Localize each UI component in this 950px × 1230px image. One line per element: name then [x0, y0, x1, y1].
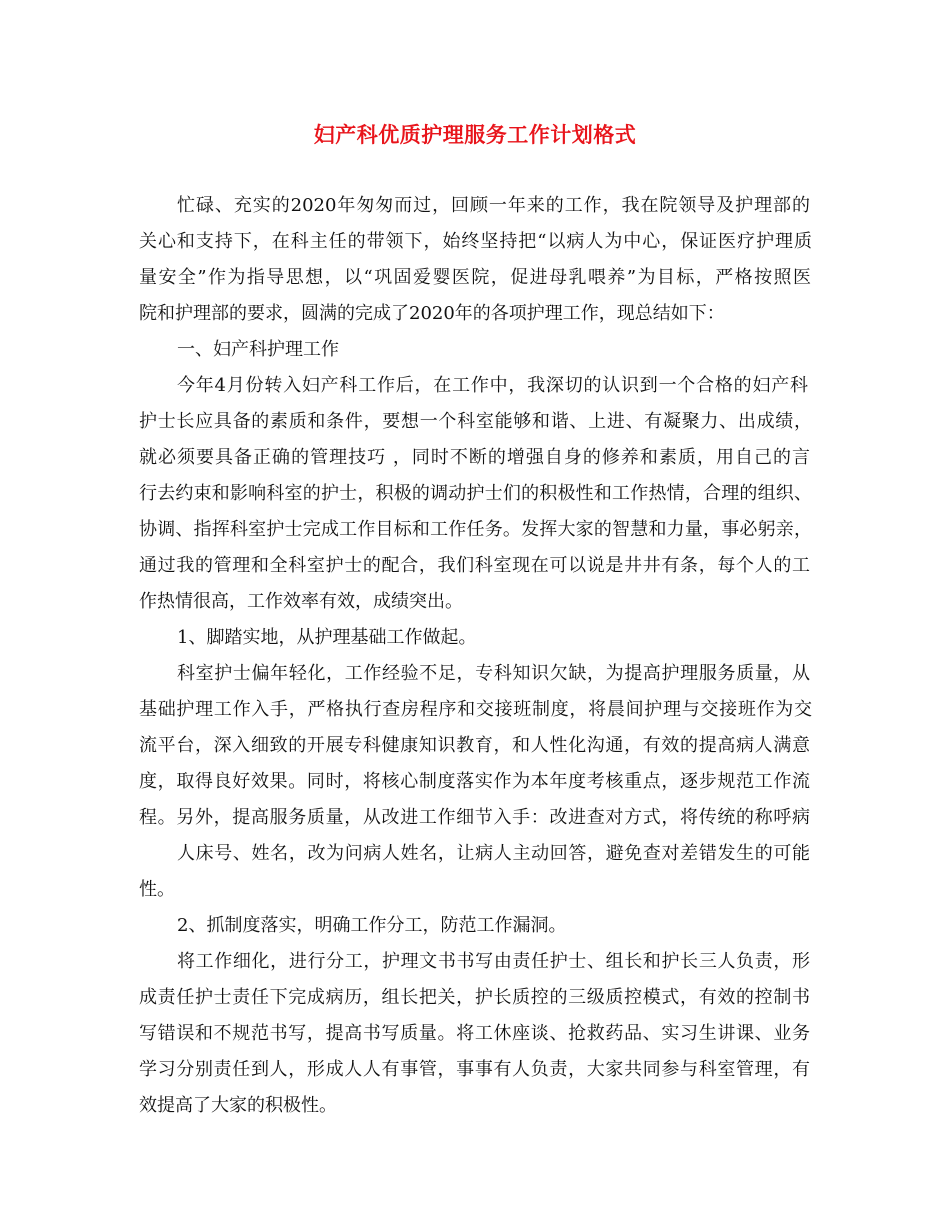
body-line: 将工作细化，进行分工，护理文书书写由责任护士、组长和护长三人负责，形	[177, 951, 810, 972]
section-heading: 一、妇产科护理工作	[177, 339, 339, 360]
body-line: 关心和支持下，在科主任的带领下，始终坚持把“以病人为中心，保证医疗护理质	[139, 231, 812, 252]
body-line: 通过我的管理和全科室护士的配合，我们科室现在可以说是井井有条，每个人的工	[139, 555, 810, 576]
body-line: 效提高了大家的积极性。	[139, 1095, 337, 1116]
body-line: 人床号、姓名，改为问病人姓名，让病人主动回答，避免查对差错发生的可能	[177, 843, 810, 864]
body-line: 基础护理工作入手，严格执行查房程序和交接班制度，将晨间护理与交接班作为交	[139, 699, 812, 720]
body-line: 行去约束和影响科室的护士，积极的调动护士们的积极性和工作热情，合理的组织、	[139, 483, 812, 504]
subsection-heading: 1、脚踏实地，从护理基础工作做起。	[177, 627, 477, 648]
body-line: 科室护士偏年轻化，工作经验不足，专科知识欠缺，为提高护理服务质量，从	[177, 663, 810, 684]
body-line: 性。	[139, 879, 175, 900]
body-line: 今年4月份转入妇产科工作后，在工作中，我深切的认识到一个合格的妇产科	[177, 375, 808, 396]
body-line: 学习分别责任到人，形成人人有事管，事事有人负责，大家共同参与科室管理，有	[139, 1059, 810, 1080]
document-title: 妇产科优质护理服务工作计划格式	[313, 122, 637, 147]
body-line: 流平台，深入细致的开展专科健康知识教育，和人性化沟通，有效的提高病人满意	[139, 735, 810, 756]
body-line: 忙碌、充实的2020年匆匆而过，回顾一年来的工作，我在院领导及护理部的	[177, 195, 810, 216]
body-line: 度，取得良好效果。同时，将核心制度落实作为本年度考核重点，逐步规范工作流	[139, 771, 810, 792]
body-line: 院和护理部的要求，圆满的完成了2020年的各项护理工作，现总结如下：	[139, 303, 725, 324]
body-line: 成责任护士责任下完成病历，组长把关，护长质控的三级质控模式，有效的控制书	[139, 987, 810, 1008]
body-line: 协调、指挥科室护士完成工作目标和工作任务。发挥大家的智慧和力量，事必躬亲，	[139, 519, 812, 540]
body-line: 量安全”作为指导思想，以“巩固爱婴医院，促进母乳喂养”为目标，严格按照医	[139, 267, 811, 288]
body-line: 写错误和不规范书写，提高书写质量。将工休座谈、抢救药品、实习生讲课、业务	[139, 1023, 810, 1044]
body-line: 程。另外，提高服务质量，从改进工作细节入手：改进查对方式，将传统的称呼病	[139, 807, 810, 828]
subsection-heading: 2、抓制度落实，明确工作分工，防范工作漏洞。	[177, 915, 567, 936]
body-line: 护士长应具备的素质和条件，要想一个科室能够和谐、上进、有凝聚力、出成绩，	[139, 411, 812, 432]
body-line: 作热情很高，工作效率有效，成绩突出。	[139, 591, 463, 612]
body-line: 就必须要具备正确的管理技巧 ，同时不断的增强自身的修养和素质，用自己的言	[139, 447, 810, 468]
